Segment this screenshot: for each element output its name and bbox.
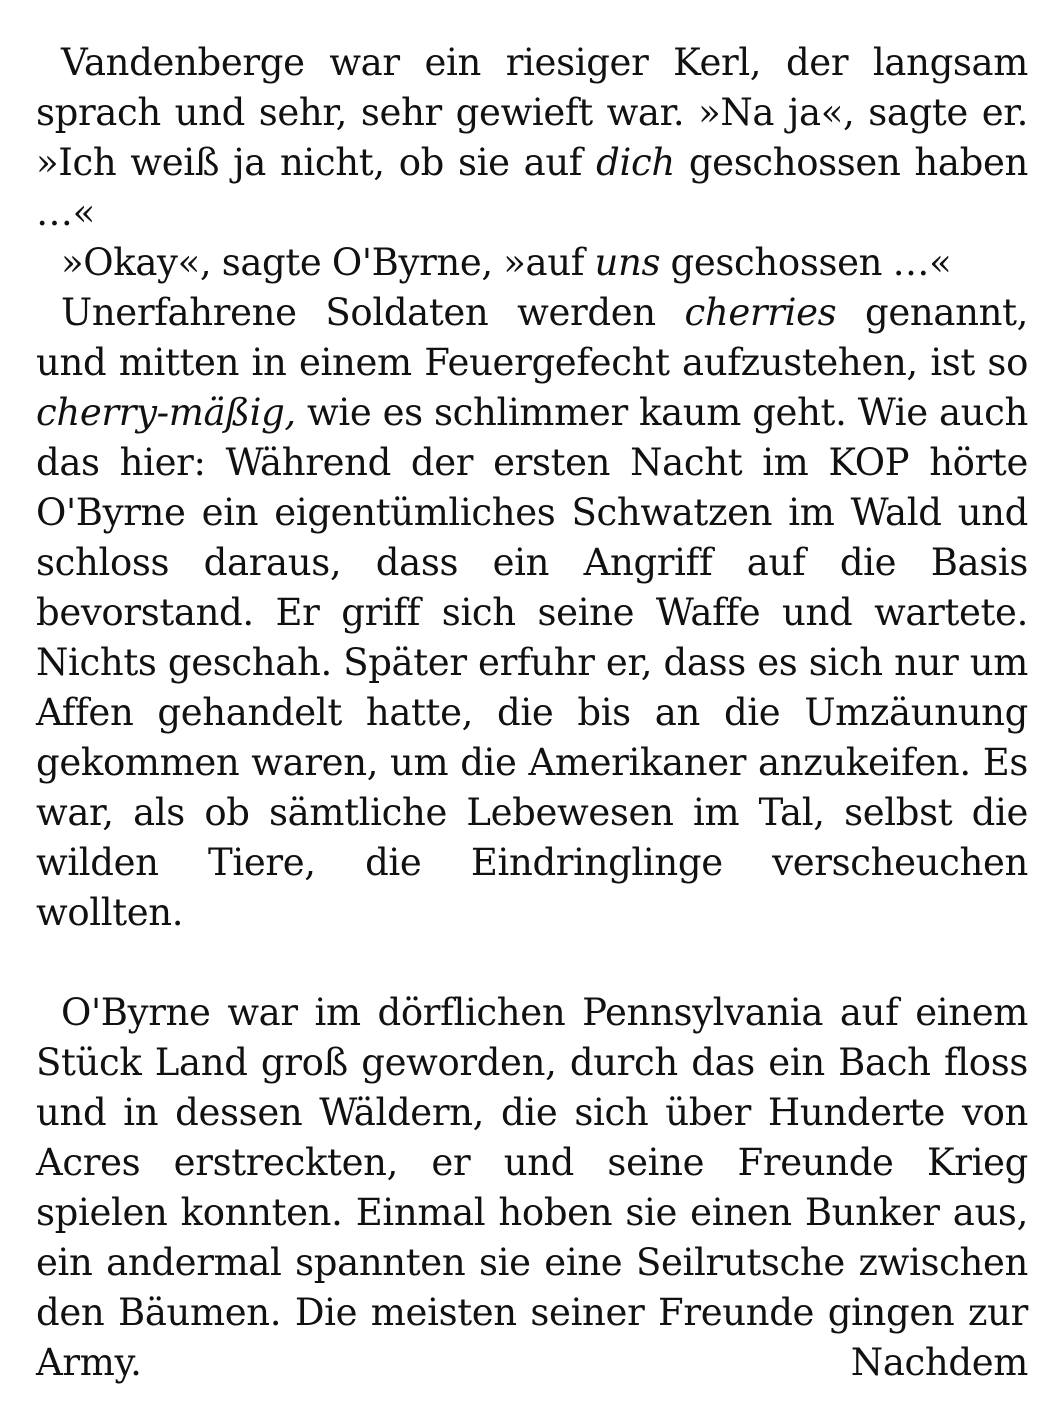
paragraph-cherries xyxy=(36,288,1028,938)
book-page xyxy=(36,38,1028,1388)
text-segment: Unerfahrene Soldaten werden xyxy=(61,291,685,334)
italic-text-segment: uns xyxy=(594,241,661,284)
text-segment: O'Byrne war im dörflichen Pennsylvania auf einem Stück Land groß geworden, durch das ein Bach floss und in dessen Wäldern, die sich über Hunderte von Acres erstreckten, er und seine Freunde Krieg spielen konnten. Einmal hoben sie einen Bunker aus, ein andermal spannten sie eine Seilrutsche zwischen den Bäumen. Die meisten seiner Freunde gingen zur Army. Nachdem xyxy=(36,991,1028,1384)
italic-text-segment: dich xyxy=(596,141,675,184)
italic-text-segment: cherry-mäßig, xyxy=(36,391,296,434)
text-segment: genannt, und mitten in einem Feuergefecht aufzustehen, ist so xyxy=(36,291,1028,384)
paragraph-vandenberge xyxy=(36,38,1028,238)
text-segment: geschossen …« xyxy=(660,241,952,284)
text-segment: Vandenberge war ein riesiger Kerl, der langsam sprach und sehr, sehr gewieft war. »Na ja«, sagte er. »Ich weiß ja nicht, ob sie auf xyxy=(36,41,1028,184)
section-break xyxy=(36,938,1028,988)
text-segment: »Okay«, sagte O'Byrne, »auf xyxy=(61,241,595,284)
text-segment: geschossen haben …« xyxy=(36,141,1028,234)
italic-text-segment: cherries xyxy=(684,291,837,334)
paragraph-okay xyxy=(36,238,1028,288)
paragraph-pennsylvania xyxy=(36,988,1028,1388)
text-segment: wie es schlimmer kaum geht. Wie auch das hier: Während der ersten Nacht im KOP hörte O'Byrne ein eigentümliches Schwatzen im Wald und schloss daraus, dass ein Angriff auf die Basis bevorstand. Er griff sich seine Waffe und wartete. Nichts geschah. Später erfuhr er, dass es sich nur um Affen gehandelt hatte, die bis an die Umzäunung gekommen waren, um die Amerikaner anzukeifen. Es war, als ob sämtliche Lebewesen im Tal, selbst die wilden Tiere, die Eindringlinge verscheuchen wollten. xyxy=(36,391,1028,934)
